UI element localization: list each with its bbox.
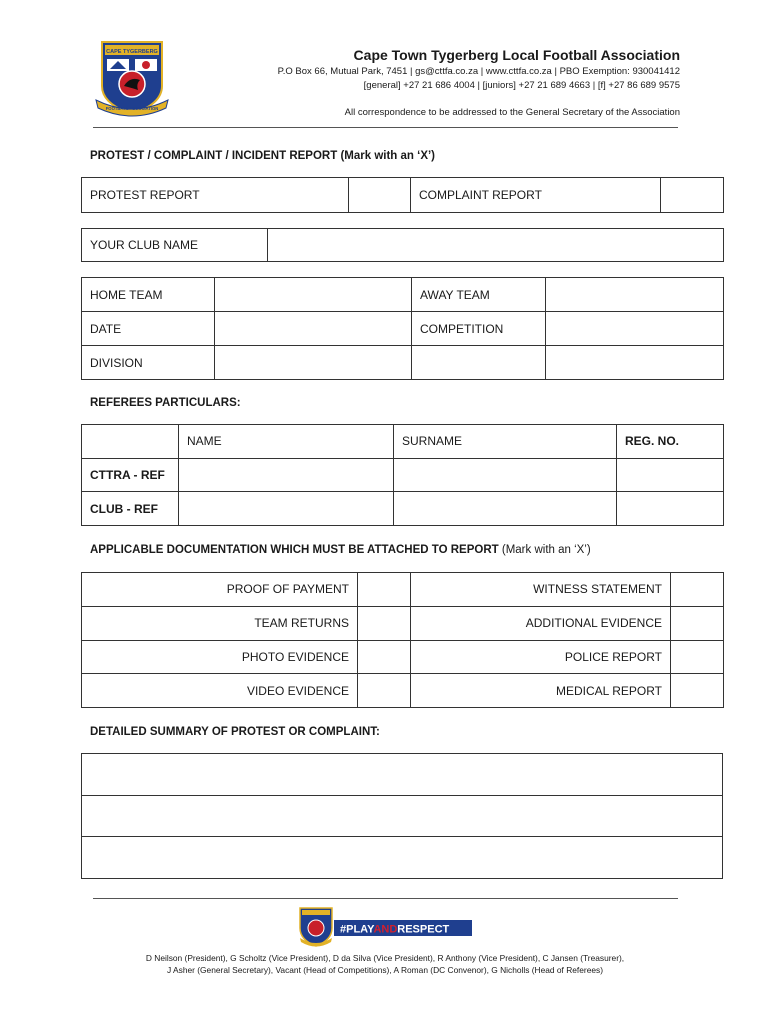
- correspondence-note: All correspondence to be addressed to the General Secretary of the Association: [344, 107, 680, 118]
- row-label-club-ref: CLUB - REF: [82, 492, 179, 526]
- report-type-heading: PROTEST / COMPLAINT / INCIDENT REPORT (Mark with an ‘X’): [90, 150, 436, 162]
- row-label-cttra-ref: CTTRA - REF: [82, 458, 179, 492]
- doc-additional-evidence-checkbox[interactable]: [671, 606, 724, 640]
- contact-address-line: P.O Box 66, Mutual Park, 7451 | gs@cttfa.co.za | www.cttfa.co.za | PBO Exemption: 930041412: [277, 66, 680, 77]
- summary-table: [81, 753, 723, 879]
- svg-text:FOOTBALL ASSOCIATION: FOOTBALL ASSOCIATION: [105, 106, 159, 111]
- club-name-field[interactable]: [268, 229, 724, 262]
- doc-video-evidence-checkbox[interactable]: [358, 674, 411, 708]
- report-type-table: [81, 177, 724, 213]
- summary-line-3[interactable]: [82, 837, 723, 879]
- division-field[interactable]: [215, 346, 412, 380]
- column-header-name: NAME: [179, 425, 394, 459]
- doc-witness-statement-label: WITNESS STATEMENT: [411, 573, 671, 607]
- complaint-report-checkbox[interactable]: [661, 178, 724, 213]
- division-label: DIVISION: [82, 346, 215, 380]
- doc-team-returns-checkbox[interactable]: [358, 606, 411, 640]
- division-extra-field-2[interactable]: [546, 346, 724, 380]
- documentation-heading-bold: APPLICABLE DOCUMENTATION WHICH MUST BE ATTACHED TO REPORT: [90, 544, 499, 556]
- doc-witness-statement-checkbox[interactable]: [671, 573, 724, 607]
- footer-divider: [93, 898, 678, 899]
- summary-line-2[interactable]: [82, 795, 723, 837]
- date-field[interactable]: [215, 312, 412, 346]
- doc-medical-report-label: MEDICAL REPORT: [411, 674, 671, 708]
- doc-video-evidence-label: VIDEO EVIDENCE: [82, 674, 358, 708]
- referees-table: [81, 424, 724, 526]
- summary-line-1[interactable]: [82, 754, 723, 796]
- doc-proof-of-payment-checkbox[interactable]: [358, 573, 411, 607]
- doc-team-returns-label: TEAM RETURNS: [82, 606, 358, 640]
- doc-police-report-checkbox[interactable]: [671, 640, 724, 674]
- summary-heading: DETAILED SUMMARY OF PROTEST OR COMPLAINT:: [90, 726, 380, 738]
- club-ref-surname-field[interactable]: [394, 492, 617, 526]
- protest-report-label: PROTEST REPORT: [82, 178, 349, 213]
- match-details-table: [81, 277, 724, 380]
- documentation-table: [81, 572, 724, 708]
- documentation-heading: [90, 544, 591, 556]
- home-team-field[interactable]: [215, 278, 412, 312]
- svg-text:#PLAYANDRESPECT: #PLAYANDRESPECT: [340, 923, 450, 936]
- cttra-ref-name-field[interactable]: [179, 458, 394, 492]
- away-team-field[interactable]: [546, 278, 724, 312]
- cttra-ref-reg-no-field[interactable]: [617, 458, 724, 492]
- referees-corner-cell: [82, 425, 179, 459]
- play-and-respect-logo: [298, 906, 473, 948]
- doc-additional-evidence-label: ADDITIONAL EVIDENCE: [411, 606, 671, 640]
- competition-label: COMPETITION: [412, 312, 546, 346]
- division-extra-field[interactable]: [412, 346, 546, 380]
- club-ref-reg-no-field[interactable]: [617, 492, 724, 526]
- column-header-reg-no: REG. NO.: [617, 425, 724, 459]
- doc-police-report-label: POLICE REPORT: [411, 640, 671, 674]
- documentation-heading-note: (Mark with an ‘X’): [501, 544, 591, 556]
- referees-heading: REFEREES PARTICULARS:: [90, 397, 241, 409]
- complaint-report-label: COMPLAINT REPORT: [411, 178, 661, 213]
- club-name-label: YOUR CLUB NAME: [82, 229, 268, 262]
- contact-phone-line: [general] +27 21 686 4004 | [juniors] +27 21 689 4663 | [f] +27 86 689 9575: [363, 80, 680, 91]
- competition-field[interactable]: [546, 312, 724, 346]
- doc-photo-evidence-label: PHOTO EVIDENCE: [82, 640, 358, 674]
- officials-line-1: D Neilson (President), G Scholtz (Vice President), D da Silva (Vice President), R Anthony (Vice President), C Jansen (Treasurer),: [145, 953, 625, 963]
- doc-medical-report-checkbox[interactable]: [671, 674, 724, 708]
- doc-proof-of-payment-label: PROOF OF PAYMENT: [82, 573, 358, 607]
- home-team-label: HOME TEAM: [82, 278, 215, 312]
- cttra-ref-surname-field[interactable]: [394, 458, 617, 492]
- association-crest-logo: [92, 38, 172, 120]
- away-team-label: AWAY TEAM: [412, 278, 546, 312]
- club-name-table: [81, 228, 724, 262]
- column-header-surname: SURNAME: [394, 425, 617, 459]
- club-ref-name-field[interactable]: [179, 492, 394, 526]
- date-label: DATE: [82, 312, 215, 346]
- protest-report-checkbox[interactable]: [349, 178, 411, 213]
- header-divider: [93, 127, 678, 128]
- association-name: Cape Town Tygerberg Local Football Association: [353, 47, 680, 63]
- doc-photo-evidence-checkbox[interactable]: [358, 640, 411, 674]
- svg-text:CAPE TYGERBERG: CAPE TYGERBERG: [106, 49, 158, 55]
- officials-line-2: J Asher (General Secretary), Vacant (Head of Competitions), A Roman (DC Convenor), G Nicholls (Head of Referees): [167, 965, 603, 975]
